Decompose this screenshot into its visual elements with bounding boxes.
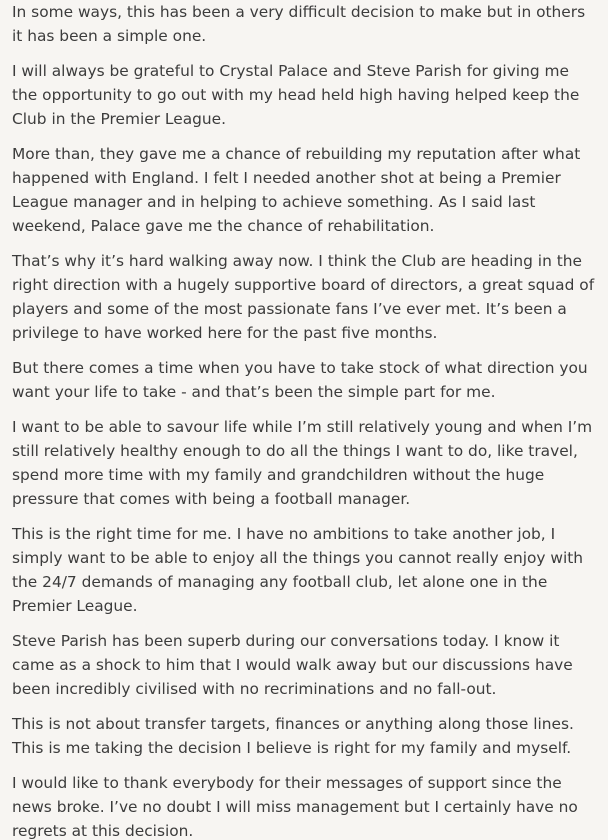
paragraph-6: I want to be able to savour life while I’m still relatively young and when I’m still relatively healthy enough to do all the things I want to do, like travel, spend more time with my family and grandchildren without the huge pressure that comes with being a football manager.: [12, 418, 593, 508]
paragraph-2: I will always be grateful to Crystal Palace and Steve Parish for giving me the opportunity to go out with my head held high having helped keep the Club in the Premier League.: [12, 62, 580, 128]
paragraph-3: More than, they gave me a chance of rebuilding my reputation after what happened with England. I felt I needed another shot at being a Premier League manager and in helping to achieve something. As I said last weekend, Palace gave me the chance of rehabilitation.: [12, 145, 581, 235]
paragraph-1: In some ways, this has been a very difficult decision to make but in others it has been a simple one.: [12, 3, 586, 45]
paragraph-8: Steve Parish has been superb during our conversations today. I know it came as a shock to him that I would walk away but our discussions have been incredibly civilised with no recriminations and no fall-out.: [12, 632, 573, 698]
paragraph-5: But there comes a time when you have to take stock of what direction you want your life to take - and that’s been the simple part for me.: [12, 359, 588, 401]
paragraph-9: This is not about transfer targets, finances or anything along those lines. This is me taking the decision I believe is right for my family and myself.: [12, 715, 574, 757]
paragraph-4: That’s why it’s hard walking away now. I think the Club are heading in the right direction with a hugely supportive board of directors, a great squad of players and some of the most passionate fans I’ve ever met. It’s been a privilege to have worked here for the past five months.: [12, 252, 595, 342]
paragraph-10: I would like to thank everybody for their messages of support since the news broke. I’ve no doubt I will miss management but I certainly have no regrets at this decision.: [12, 774, 578, 840]
paragraph-7: This is the right time for me. I have no ambitions to take another job, I simply want to be able to enjoy all the things you cannot really enjoy with the 24/7 demands of managing any football club, let alone one in the Premier League.: [12, 525, 584, 615]
